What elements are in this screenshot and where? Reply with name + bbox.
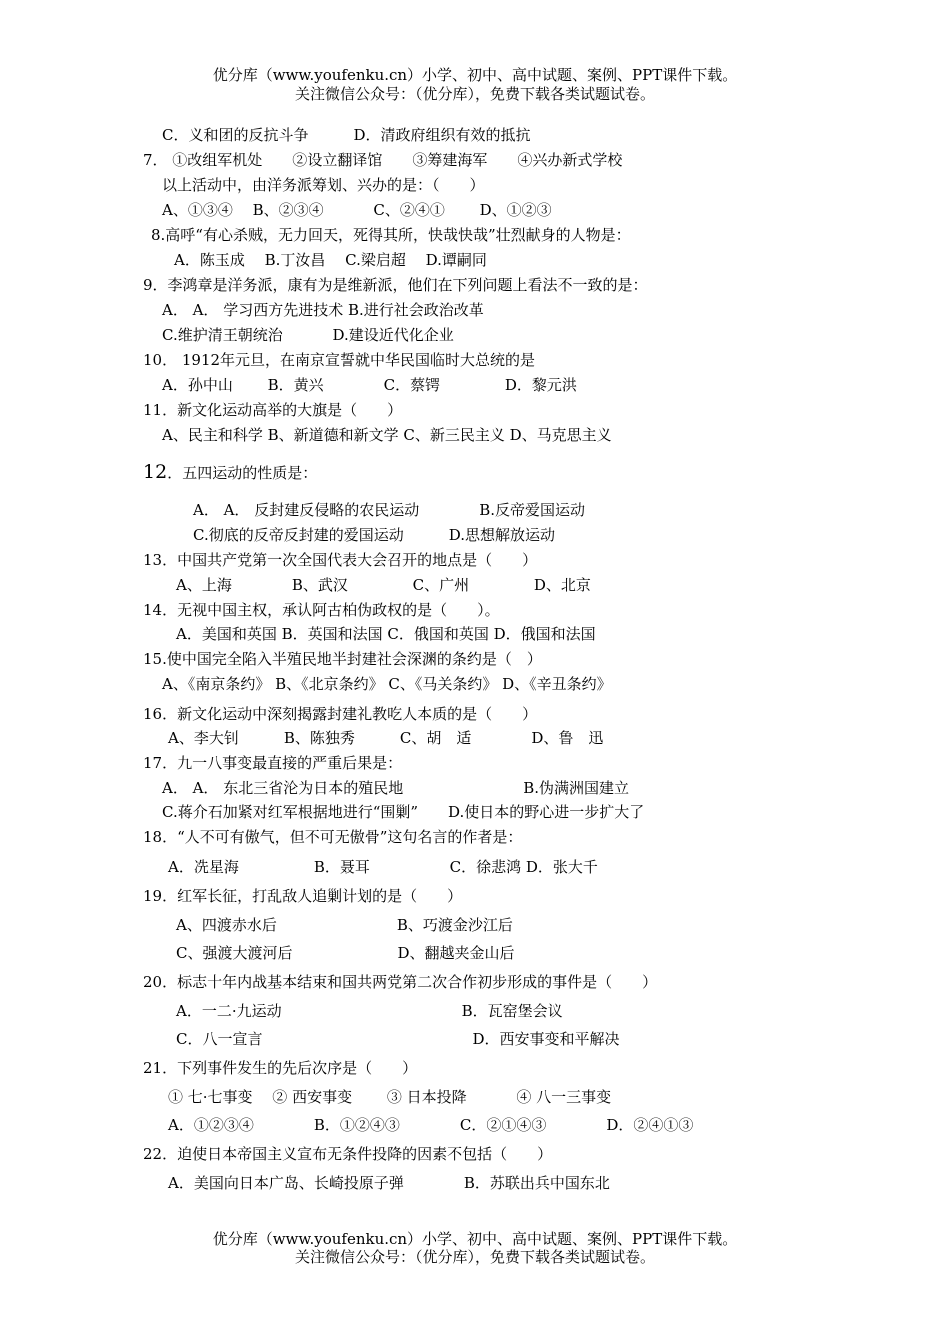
q12-options-ab: A． A． 反封建反侵略的农民运动 B.反帝爱国运动: [193, 501, 585, 519]
q13-options: A、上海 B、武汉 C、广州 D、北京: [176, 576, 591, 594]
q12-options-cd: C.彻底的反帝反封建的爱国运动 D.思想解放运动: [193, 526, 555, 544]
q9-stem: 9．李鸿章是洋务派，康有为是维新派，他们在下列问题上看法不一致的是：: [143, 276, 648, 294]
q20-stem: 20．标志十年内战基本结束和国共两党第二次合作初步形成的事件是（ ）: [143, 973, 658, 991]
q21-options: A．①②③④ B．①②④③ C．②①④③ D．②④①③: [168, 1116, 694, 1134]
q20-options-ab: A．一二·九运动 B．瓦窑堡会议: [176, 1002, 563, 1020]
q18-options: A．冼星海 B．聂耳 C．徐悲鸿 D．张大千: [168, 858, 598, 876]
q15-options: A、《南京条约》 B、《北京条约》 C、《马关条约》 D、《辛丑条约》: [162, 675, 612, 693]
q19-options-cd: C、强渡大渡河后 D、翻越夹金山后: [176, 944, 515, 962]
q12-text: ．五四运动的性质是：: [167, 464, 318, 482]
q6-options-cd: C．义和团的反抗斗争 D．清政府组织有效的抵抗: [162, 126, 531, 144]
q21-events: ① 七·七事变 ② 西安事变 ③ 日本投降 ④ 八一三事变: [168, 1088, 612, 1106]
q8-stem: 8.高呼“有心杀贼，无力回天，死得其所，快哉快哉”壮烈献身的人物是：: [151, 226, 631, 244]
q14-stem: 14．无视中国主权，承认阿古柏伪政权的是（ ）。: [143, 601, 500, 619]
q11-options: A、民主和科学 B、新道德和新文学 C、新三民主义 D、马克思主义: [162, 426, 612, 444]
q8-options: A．陈玉成 B.丁汝昌 C.梁启超 D.谭嗣同: [174, 251, 487, 269]
q17-options-cd: C.蒋介石加紧对红军根据地进行“围剿” D.使日本的野心进一步扩大了: [162, 803, 645, 821]
q19-stem: 19．红军长征，打乱敌人追剿计划的是（ ）: [143, 887, 463, 905]
q22-stem: 22．迫使日本帝国主义宣布无条件投降的因素不包括（ ）: [143, 1145, 553, 1163]
q16-stem: 16．新文化运动中深刻揭露封建礼教吃人本质的是（ ）: [143, 705, 538, 723]
q21-stem: 21．下列事件发生的先后次序是（ ）: [143, 1059, 418, 1077]
q12-stem: [143, 462, 317, 483]
q19-options-ab: A、四渡赤水后 B、巧渡金沙江后: [176, 916, 513, 934]
footer-line-2: 关注微信公众号：（优分库），免费下载各类试题试卷。: [294, 1248, 655, 1266]
q15-stem: 15.使中国完全陷入半殖民地半封建社会深渊的条约是（ ）: [143, 650, 542, 668]
footer-line-1: 优分库（www.youfenku.cn）小学、初中、高中试题、案例、PPT课件下载。: [212, 1230, 738, 1248]
q9-options-ab: A． A． 学习西方先进技术 B.进行社会政治改革: [162, 301, 484, 319]
header-line-2: 关注微信公众号：（优分库），免费下载各类试题试卷。: [294, 85, 655, 103]
q18-stem: 18．“人不可有傲气，但不可无傲骨”这句名言的作者是：: [143, 828, 523, 846]
q14-options: A．美国和英国 B．英国和法国 C．俄国和英国 D．俄国和法国: [176, 625, 596, 643]
q10-stem: 10． 1912年元旦，在南京宣誓就中华民国临时大总统的是: [143, 351, 536, 369]
q7-question: 以上活动中，由洋务派筹划、兴办的是：（ ）: [162, 176, 485, 194]
q9-options-cd: C.维护清王朝统治 D.建设近代化企业: [162, 326, 454, 344]
q11-stem: 11．新文化运动高举的大旗是（ ）: [143, 401, 403, 419]
q16-options: A、李大钊 B、陈独秀 C、胡 适 D、鲁 迅: [168, 729, 604, 747]
q12-number: 12: [143, 461, 168, 483]
q7-options: A、①③④ B、②③④ C、②④① D、①②③: [162, 201, 552, 219]
q10-options: A．孙中山 B．黄兴 C．蔡锷 D．黎元洪: [162, 376, 577, 394]
q22-options-ab: A．美国向日本广岛、长崎投原子弹 B．苏联出兵中国东北: [168, 1174, 610, 1192]
header-line-1: 优分库（www.youfenku.cn）小学、初中、高中试题、案例、PPT课件下载。: [212, 66, 738, 84]
q17-options-ab: A． A． 东北三省沦为日本的殖民地 B.伪满洲国建立: [162, 779, 629, 797]
q7-stem: 7． ①改组军机处 ②设立翻译馆 ③筹建海军 ④兴办新式学校: [143, 151, 623, 169]
q20-options-cd: C．八一宣言 D．西安事变和平解决: [176, 1030, 620, 1048]
q13-stem: 13．中国共产党第一次全国代表大会召开的地点是（ ）: [143, 551, 538, 569]
q17-stem: 17．九一八事变最直接的严重后果是：: [143, 754, 403, 772]
